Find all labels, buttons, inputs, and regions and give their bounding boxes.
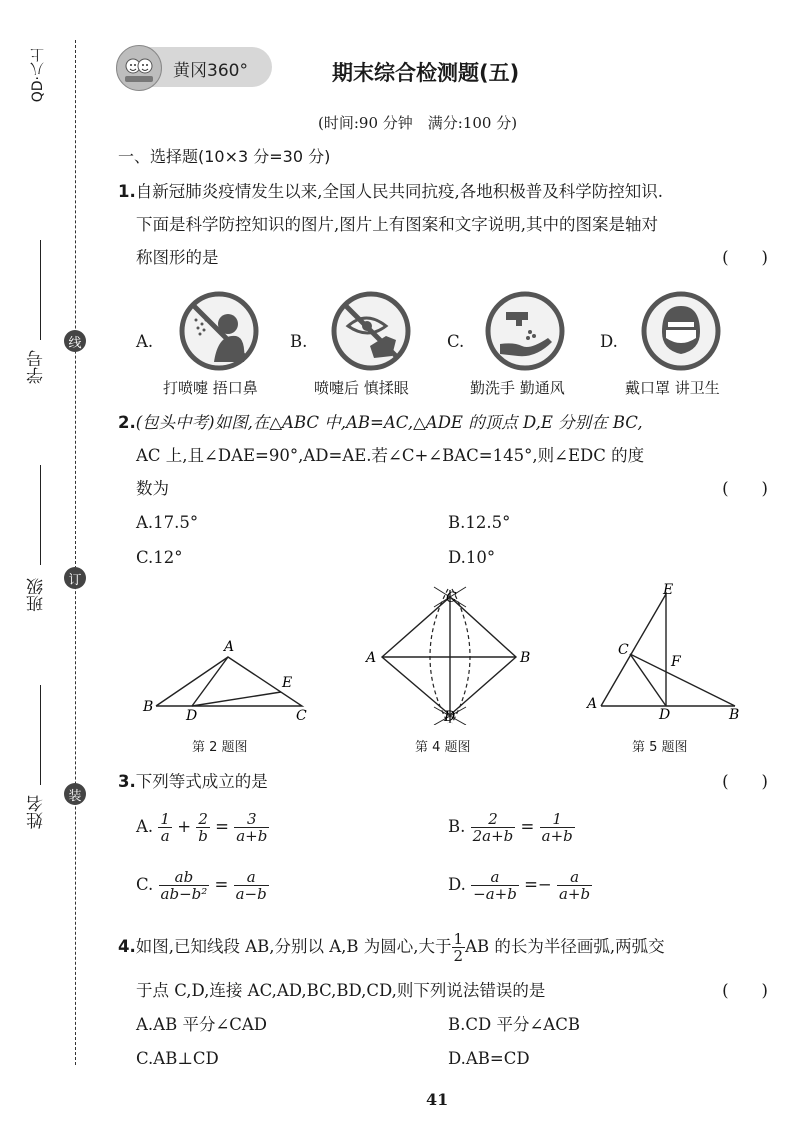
fig2-label-c: C bbox=[296, 708, 307, 724]
q4-line2: 于点 C,D,连接 AC,AD,BC,BD,CD,则下列说法错误的是 bbox=[136, 981, 546, 1000]
q3-a-plus: + bbox=[177, 817, 192, 836]
q3-option-b[interactable] bbox=[448, 810, 575, 844]
q3-b-letter: B. bbox=[448, 817, 466, 836]
q3-c-equals: = bbox=[214, 875, 229, 894]
xingming-field[interactable] bbox=[40, 685, 41, 785]
brand-badge bbox=[118, 47, 272, 87]
xuehao-label: 学号 bbox=[27, 350, 47, 384]
q3-number: 3. bbox=[118, 772, 136, 791]
banji-label: 班级 bbox=[27, 578, 47, 612]
ding-badge: 订 bbox=[64, 567, 86, 589]
q2-line3: 数为 bbox=[136, 479, 169, 498]
q3-b-frac1-num: 2 bbox=[471, 811, 516, 828]
q2-answer-paren[interactable]: ( ) bbox=[722, 479, 768, 498]
q3-a-frac1-num: 1 bbox=[160, 810, 170, 828]
q3-c-letter: C. bbox=[136, 875, 154, 894]
q4-line1a: 如图,已知线段 AB,分别以 A,B 为圆心,大于 bbox=[135, 937, 452, 956]
q3-a-frac2-num: 2 bbox=[196, 811, 210, 828]
q3-c-frac1-num: ab bbox=[159, 869, 210, 886]
q3-option-a[interactable] bbox=[136, 810, 269, 844]
q3-c-frac2-num: a bbox=[234, 869, 269, 886]
question-3 bbox=[118, 765, 768, 798]
q3-c-frac2-den: a−b bbox=[235, 885, 267, 903]
q3-text: 下列等式成立的是 bbox=[135, 772, 268, 791]
q1-option-b-letter[interactable]: B. bbox=[290, 332, 308, 351]
q4-half-num: 1 bbox=[453, 930, 464, 948]
q3-d-equals: =− bbox=[524, 875, 552, 894]
grade-label bbox=[28, 48, 50, 128]
q1-line2: 下面是科学防控知识的图片,图片上有图案和文字说明,其中的图案是轴对 bbox=[136, 215, 658, 234]
fig4-label-a: A bbox=[366, 650, 377, 666]
question-2 bbox=[118, 406, 768, 505]
q1-answer-paren[interactable]: ( ) bbox=[722, 248, 768, 267]
q1-option-b-caption: 喷嚏后 慎揉眼 bbox=[314, 379, 409, 397]
fig2-triangle-abc bbox=[156, 657, 302, 706]
q4-number: 4. bbox=[118, 937, 136, 956]
q3-d-frac2-num: a bbox=[557, 869, 592, 886]
fig2-segment-de bbox=[192, 692, 281, 706]
no-eye-rub-icon[interactable] bbox=[330, 290, 412, 376]
fig5-segment-cd bbox=[630, 654, 666, 706]
q1-option-d-letter[interactable]: D. bbox=[600, 332, 618, 351]
q3-d-frac1-den: −a+b bbox=[473, 885, 517, 903]
q1-line1: 自新冠肺炎疫情发生以来,全国人民共同抗疫,各地积极普及科学防控知识. bbox=[135, 182, 663, 201]
q3-option-d[interactable] bbox=[448, 868, 592, 902]
fig2-label-a: A bbox=[224, 639, 235, 655]
q3-a-letter: A. bbox=[136, 817, 154, 836]
question-4 bbox=[118, 930, 768, 964]
q4-answer-paren[interactable]: ( ) bbox=[722, 981, 768, 1000]
q1-option-a-letter[interactable]: A. bbox=[136, 332, 154, 351]
fig2-label-b: B bbox=[143, 699, 154, 715]
fig5-label-b: B bbox=[729, 707, 740, 720]
q3-d-frac1-num: a bbox=[471, 869, 519, 886]
q3-a-frac2-den: b bbox=[198, 827, 208, 845]
page-title: 期末综合检测题(五) bbox=[332, 61, 520, 85]
fig5-label-d: D bbox=[659, 707, 671, 720]
xuehao-field[interactable] bbox=[40, 240, 41, 340]
q1-option-c-letter[interactable]: C. bbox=[447, 332, 465, 351]
q2-number: 2. bbox=[118, 413, 136, 432]
fig2-segment-ad bbox=[192, 657, 228, 706]
kids-logo-icon bbox=[117, 46, 161, 90]
fig5-label-a: A bbox=[587, 696, 598, 712]
grade-text: QD·八上 bbox=[30, 48, 46, 103]
q1-line3: 称图形的是 bbox=[136, 248, 219, 267]
figure-2-caption: 第 2 题图 bbox=[192, 740, 248, 755]
q2-option-d[interactable]: D.10° bbox=[448, 548, 496, 567]
fig5-label-e: E bbox=[663, 582, 674, 598]
q1-option-d-caption: 戴口罩 讲卫生 bbox=[625, 379, 720, 397]
q3-a-frac1-den: a bbox=[160, 827, 170, 845]
fig2-label-d: D bbox=[186, 708, 198, 724]
fig2-label-e: E bbox=[282, 675, 293, 691]
q3-a-frac3-num: 3 bbox=[234, 811, 269, 828]
binding-dashed-line bbox=[75, 40, 76, 1065]
fig4-quad-acbd bbox=[382, 597, 516, 715]
fig4-label-c: C bbox=[446, 590, 457, 606]
q4-option-a[interactable]: A.AB 平分∠CAD bbox=[136, 1015, 268, 1034]
q3-a-equals: = bbox=[215, 817, 229, 836]
xian-badge: 线 bbox=[64, 330, 86, 352]
page-number: 41 bbox=[426, 1090, 449, 1109]
q3-answer-paren[interactable]: ( ) bbox=[722, 772, 768, 791]
q1-option-c-caption: 勤洗手 勤通风 bbox=[470, 379, 565, 397]
figure-2-triangle bbox=[140, 635, 340, 725]
q4-half-den: 2 bbox=[453, 947, 464, 965]
face-mask-icon[interactable] bbox=[640, 290, 722, 376]
figure-4-caption: 第 4 题图 bbox=[415, 740, 471, 755]
xingming-label: 姓名 bbox=[27, 795, 47, 829]
q2-line1: (包头中考)如图,在△ABC 中,AB=AC,△ADE 的顶点 D,E 分别在 BC, bbox=[135, 413, 643, 432]
q3-c-frac1-den: ab−b² bbox=[160, 885, 208, 903]
no-sneeze-icon[interactable] bbox=[178, 290, 260, 376]
figure-4-rhombus bbox=[362, 585, 552, 725]
q3-a-frac3-den: a+b bbox=[236, 827, 268, 845]
fig4-arc-right bbox=[452, 589, 470, 723]
fig4-label-b: B bbox=[520, 650, 531, 666]
q4-half-fraction bbox=[452, 931, 466, 964]
figure-5-caption: 第 5 题图 bbox=[632, 740, 688, 755]
q3-option-c[interactable] bbox=[136, 868, 269, 902]
q3-d-letter: D. bbox=[448, 875, 466, 894]
q4-option-b[interactable]: B.CD 平分∠ACB bbox=[448, 1015, 580, 1034]
q4-line1b: AB 的长为半径画弧,两弧交 bbox=[465, 937, 665, 956]
fig5-segment-cb bbox=[630, 654, 735, 706]
q3-b-frac2-den: a+b bbox=[541, 827, 573, 845]
q3-b-frac2-num: 1 bbox=[540, 811, 575, 828]
question-1 bbox=[118, 175, 768, 274]
zhuang-badge: 装 bbox=[64, 783, 86, 805]
q1-option-a-caption: 打喷嚏 捂口鼻 bbox=[163, 379, 258, 397]
fig4-arc-left bbox=[430, 589, 448, 723]
banji-field[interactable] bbox=[40, 465, 41, 565]
mascot-logo bbox=[116, 45, 162, 91]
q3-d-frac2-den: a+b bbox=[558, 885, 591, 903]
q4-option-c[interactable]: C.AB⊥CD bbox=[136, 1049, 219, 1068]
fig4-label-d: D bbox=[444, 709, 456, 725]
figure-5-triangle bbox=[585, 580, 755, 720]
fig5-label-f: F bbox=[671, 654, 681, 670]
q2-option-a[interactable]: A.17.5° bbox=[136, 513, 199, 532]
q2-option-b[interactable]: B.12.5° bbox=[448, 513, 511, 532]
q3-b-equals: = bbox=[520, 817, 535, 836]
hand-wash-icon[interactable] bbox=[484, 290, 566, 376]
page-subtitle: (时间:90 分钟 满分:100 分) bbox=[318, 114, 518, 132]
q2-line2: AC 上,且∠DAE=90°,AD=AE.若∠C+∠BAC=145°,则∠EDC 的度 bbox=[136, 446, 645, 465]
q3-b-frac1-den: 2a+b bbox=[472, 827, 514, 845]
fig5-label-c: C bbox=[618, 642, 629, 658]
q1-number: 1. bbox=[118, 182, 136, 201]
q4-line2-row bbox=[136, 974, 768, 1007]
q2-option-c[interactable]: C.12° bbox=[136, 548, 183, 567]
brand-text: 黄冈360° bbox=[173, 61, 248, 81]
section-heading: 一、选择题(10×3 分=30 分) bbox=[118, 147, 331, 166]
q4-option-d[interactable]: D.AB=CD bbox=[448, 1049, 530, 1068]
